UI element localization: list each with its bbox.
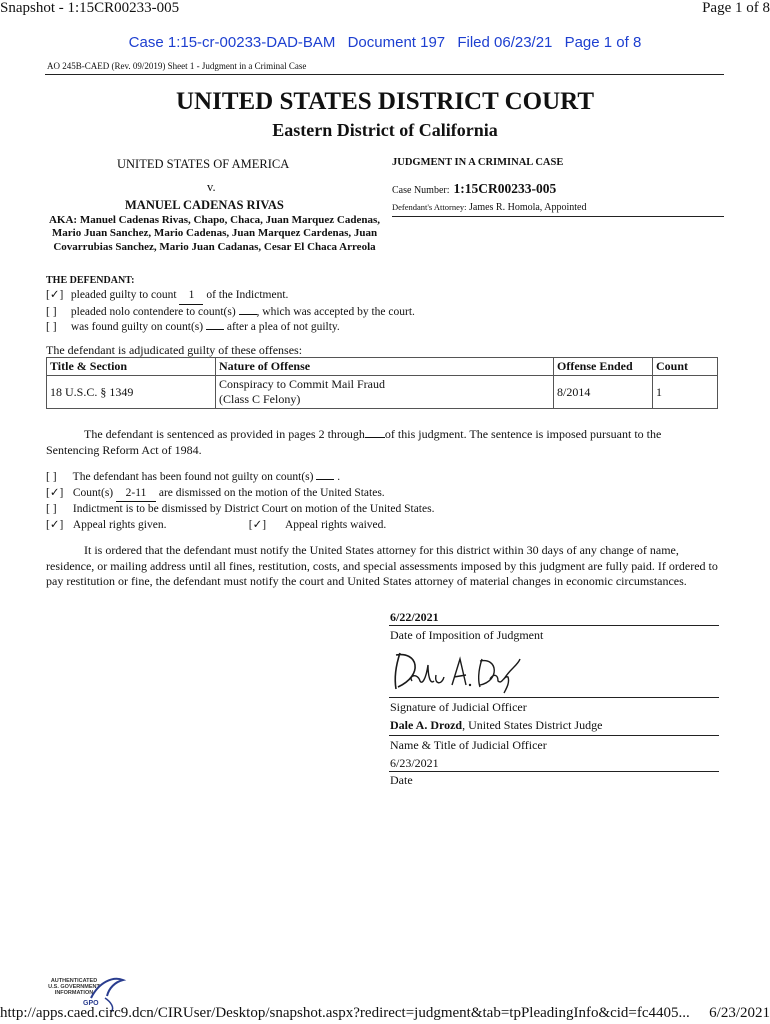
judgment-title: JUDGMENT IN A CRIMINAL CASE: [392, 157, 564, 168]
disposition-item: [46, 502, 434, 518]
offense-title: 18 U.S.C. § 1349: [47, 376, 216, 409]
pages-blank: [365, 437, 385, 438]
checkbox: [ ]: [46, 321, 57, 333]
header-rule: [45, 74, 724, 75]
table-row: [47, 376, 718, 409]
offense-count: 1: [653, 376, 718, 409]
judge-name: Dale A. Drozd: [390, 718, 463, 732]
table-header-row: [47, 358, 718, 376]
attorney-row: [392, 202, 586, 213]
defendant-name: MANUEL CADENAS RIVAS: [125, 198, 284, 212]
plea-text-post: of the Indictment.: [206, 289, 289, 301]
disposition-text: The defendant has been found not guilty on count(s): [72, 471, 314, 483]
signature-rule: [389, 697, 719, 698]
imposition-label: Date of Imposition of Judgment: [390, 628, 544, 642]
defendant-aka: AKA: Manuel Cadenas Rivas, Chapo, Chaca, Juan Marquez Cadenas, Mario Juan Sanchez, Mario Cadenas, Juan Marquez Cardenas, Juan Covarrubias Sanchez, Mario Juan Cadanas, Cesar El Chaca Arreola: [48, 214, 381, 253]
dispositions-list: [46, 470, 434, 533]
sentence-paragraph: [46, 427, 726, 458]
imposition-rule: [389, 625, 719, 626]
gpo-line3: INFORMATION: [54, 990, 94, 996]
sentence-line2: Sentencing Reform Act of 1984.: [46, 442, 202, 457]
date-label: Date: [390, 773, 413, 787]
attorney-rule: [392, 216, 724, 217]
stamp-filed: Filed 06/23/21: [457, 34, 553, 51]
checkbox: [ ]: [46, 503, 57, 515]
count-blank: [206, 329, 224, 330]
checkbox: [✓]: [46, 518, 64, 531]
attorney-name: James R. Homola, Appointed: [468, 202, 587, 213]
plea-text-post: , which was accepted by the court.: [256, 305, 415, 318]
stamp-document: Document 197: [347, 34, 446, 51]
gpo-line2: U.S. GOVERNMENT: [48, 984, 100, 990]
case-number: 1:15CR00233-005: [453, 181, 557, 196]
footer-date: 6/23/2021: [709, 1005, 770, 1021]
offense-nature: [216, 376, 554, 409]
case-number-row: [392, 180, 556, 198]
judge-signature: [386, 645, 526, 695]
stamp-page: Page 1 of 8: [564, 34, 642, 51]
offense-nature-line1: Conspiracy to Commit Mail Fraud: [219, 377, 385, 391]
page-counter: Page 1 of 8: [702, 0, 770, 16]
checkbox: [✓]: [46, 289, 64, 301]
order-paragraph: It is ordered that the defendant must notify the United States attorney for this district within 30 days of any change of name, residence, or mailing address until all fines, restitution, costs, and special assessments imposed by this judgment are fully paid. If ordered to pay restitution or fine, the defendant must notify the court and United States attorney of material changes in economic circumstances.: [46, 543, 718, 588]
imposition-date: 6/22/2021: [390, 610, 439, 624]
gpo-mark: GPO: [83, 1000, 99, 1007]
judge-title: , United States District Judge: [462, 718, 603, 732]
checkbox: [✓]: [248, 518, 267, 531]
checkbox: [ ]: [46, 471, 57, 483]
case-number-label: Case Number:: [392, 185, 450, 196]
court-district: Eastern District of California: [272, 120, 498, 140]
plea-item: [46, 305, 415, 321]
snapshot-title: Snapshot - 1:15CR00233-005: [0, 0, 180, 16]
offenses-table: [46, 357, 718, 409]
count-blank: 1: [179, 288, 203, 305]
sentence-text-post: of this judgment. The sentence is imposed pursuant to the: [384, 427, 662, 441]
header-nature: Nature of Offense: [216, 358, 554, 376]
date-rule: [389, 771, 719, 772]
sentence-text: The defendant is sentenced as provided in pages 2 through: [84, 427, 365, 441]
plaintiff: UNITED STATES OF AMERICA: [117, 157, 290, 171]
offense-nature-line2: (Class C Felony): [219, 392, 301, 406]
offense-ended: 8/2014: [554, 376, 653, 409]
header-offense-ended: Offense Ended: [554, 358, 653, 376]
court-name: UNITED STATES DISTRICT COURT: [176, 88, 594, 115]
count-blank: 2-11: [116, 486, 156, 503]
disposition-item: [46, 470, 434, 486]
footer-url[interactable]: http://apps.caed.circ9.dcn/CIRUser/Desktop/snapshot.aspx?redirect=judgment&tab=tpPleadingInfo&cid=fc4405...: [0, 1005, 690, 1021]
plea-text-post: after a plea of not guilty.: [226, 321, 340, 333]
count-blank: [239, 314, 257, 315]
plea-list: [46, 288, 415, 336]
header-title-section: Title & Section: [47, 358, 216, 376]
disposition-post: .: [337, 471, 341, 483]
name-title-label: Name & Title of Judicial Officer: [390, 738, 547, 752]
signature-label: Signature of Judicial Officer: [390, 700, 527, 714]
form-id: AO 245B-CAED (Rev. 09/2019) Sheet 1 - Judgment in a Criminal Case: [47, 61, 307, 71]
attorney-label: Defendant's Attorney:: [392, 202, 467, 212]
offenses-intro: The defendant is adjudicated guilty of these offenses:: [46, 343, 303, 357]
judge-line: [390, 718, 602, 733]
disposition-text: Count(s): [72, 486, 114, 499]
stamp-case: Case 1:15-cr-00233-DAD-BAM: [128, 34, 336, 51]
plea-item: [46, 288, 415, 305]
disposition-item: [46, 518, 434, 534]
plea-item: [46, 320, 415, 336]
versus: v.: [207, 180, 216, 194]
the-defendant-heading: THE DEFENDANT:: [46, 275, 135, 286]
checkbox: [✓]: [46, 486, 64, 499]
disposition-text: Appeal rights given.: [72, 518, 167, 531]
plea-text: was found guilty on count(s): [70, 321, 204, 333]
filing-stamp: [0, 34, 770, 51]
plea-text: pleaded nolo contendere to count(s): [70, 305, 236, 318]
count-blank: [316, 479, 334, 480]
disposition-item: [46, 486, 434, 503]
disposition-text: Indictment is to be dismissed by District Court on motion of the United States.: [72, 503, 435, 515]
signature-date: 6/23/2021: [390, 756, 439, 770]
disposition-text: Appeal rights waived.: [285, 518, 387, 531]
judge-rule: [389, 735, 719, 736]
disposition-post: are dismissed on the motion of the United States.: [158, 486, 385, 499]
gpo-line1: AUTHENTICATED: [50, 978, 98, 984]
header-count: Count: [653, 358, 718, 376]
checkbox: [ ]: [46, 305, 57, 318]
plea-text: pleaded guilty to count: [70, 289, 177, 301]
